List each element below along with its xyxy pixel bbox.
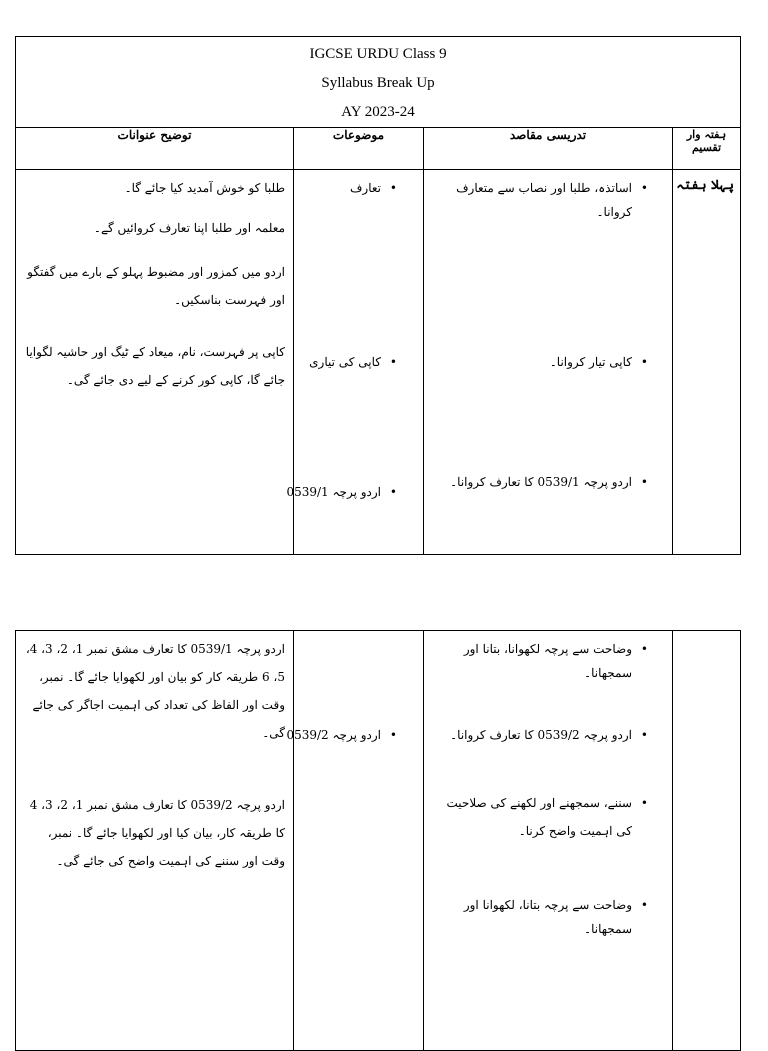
topic-item: اردو پرچہ 0539/1 • — [281, 480, 381, 504]
objective-item: اساتذہ، طلبا اور نصاب سے متعارف کروانا۔ • — [432, 176, 632, 224]
explanation-text: اردو پرچہ 0539/2 کا تعارف مشق نمبر 1، 2، 3، 4 کا طریقہ کار، بیان کیا اور لکھوایا جائے گا۔ نمبر، وقت اور سننے کی اہمیت واضح کی جائے گی۔ — [29, 798, 285, 868]
explanation-text: کاپی پر فہرست، نام، میعاد کے ٹیگ اور حاشیہ لگوایا جائے گا، کاپی کور کرنے کے لیے دی جائے گی۔ — [25, 345, 285, 387]
explanation-cell — [16, 631, 294, 1051]
explanation-cell — [16, 170, 294, 555]
objective-item: وضاحت سے پرچہ بتانا، لکھوانا اور سمجھانا۔ • — [432, 893, 632, 941]
week-cell — [673, 631, 741, 1051]
topics-cell — [286, 631, 424, 1051]
week-cell — [673, 170, 741, 555]
week-label: پہلا ہفتہ — [676, 178, 735, 193]
objective-item: سننے، سمجھنے اور لکھنے کی صلاحیت کی اہمیت واضح کرنا۔ • — [432, 789, 632, 845]
header-week: ہفتہ وار تقسیم — [673, 128, 741, 170]
topic-item: کاپی کی تیاری • — [301, 350, 381, 374]
syllabus-table-week-1-continued — [15, 630, 741, 1051]
objective-item: اردو پرچہ 0539/2 کا تعارف کروانا۔ • — [432, 723, 632, 747]
header-explanation: توضیح عنوانات — [16, 128, 294, 170]
explanation-text: اردو پرچہ 0539/1 کا تعارف مشق نمبر 1، 2، 3، 4، 5، 6 طریقہ کار کو بیان اور لکھوایا جائے گا۔ نمبر، وقت اور الفاظ کی تعداد کی اہمیت اجاگر کی جائے گی۔ — [25, 642, 285, 740]
syllabus-table-week-1 — [15, 36, 741, 555]
title-line-3: AY 2023-24 — [341, 104, 415, 120]
objective-item: وضاحت سے پرچہ لکھوانا، بتانا اور سمجھانا۔ • — [432, 637, 632, 685]
title-line-1: IGCSE URDU Class 9 — [309, 46, 447, 62]
objectives-cell — [424, 631, 673, 1051]
objective-item: کاپی تیار کروانا۔ • — [432, 350, 632, 374]
header-objectives: تدریسی مقاصد — [424, 128, 673, 170]
topic-item: اردو پرچہ 0539/2 • — [281, 723, 381, 747]
explanation-text: طلبا کو خوش آمدید کیا جائے گا۔ — [124, 181, 285, 195]
topics-cell — [286, 170, 424, 555]
header-topics: موضوعات — [294, 128, 424, 170]
objectives-cell — [424, 170, 673, 555]
objective-item: اردو پرچہ 0539/1 کا تعارف کروانا۔ • — [432, 470, 632, 494]
title-line-2: Syllabus Break Up — [321, 75, 435, 91]
document-title — [16, 37, 741, 128]
topic-item: تعارف • — [311, 176, 381, 200]
explanation-text: معلمہ اور طلبا اپنا تعارف کروائیں گے۔ — [93, 221, 285, 235]
explanation-text: اردو میں کمزور اور مضبوط پہلو کے بارے میں گفتگو اور فہرست بناسکیں۔ — [27, 265, 285, 307]
